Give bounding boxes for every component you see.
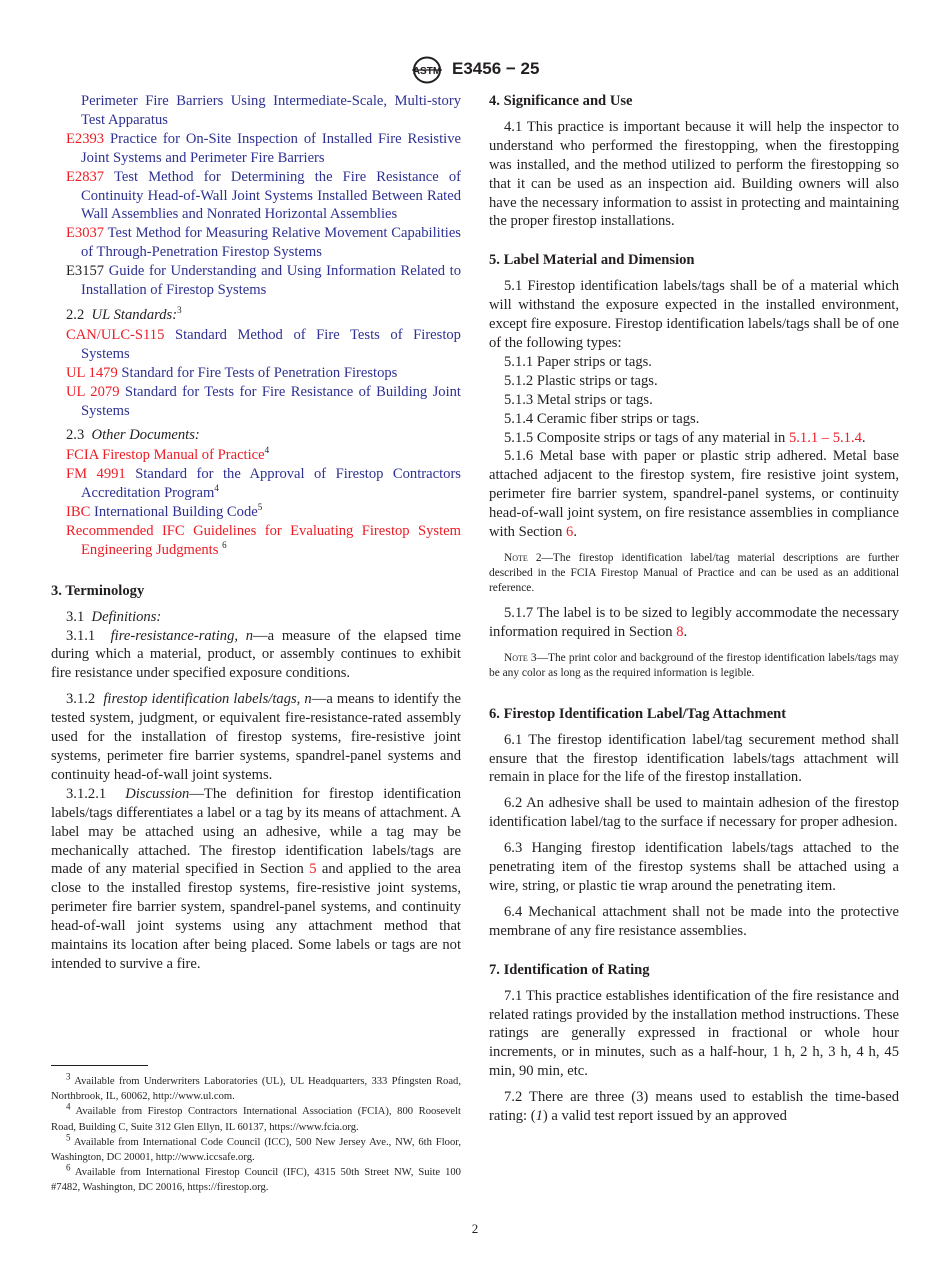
reference-link[interactable]: Standard for the Approval of Firestop Contractors Accreditation Program <box>81 466 461 502</box>
section-heading: 3. Terminology <box>51 582 145 599</box>
footnote-ref[interactable]: 4 <box>264 445 270 456</box>
note <box>489 551 899 596</box>
reference-link[interactable]: Standard for Fire Tests of Penetration Firestops <box>121 364 398 381</box>
list-item: 5.1.4 Ceramic fiber strips or tags. <box>504 410 700 427</box>
section-label: UL Standards: <box>91 306 178 323</box>
reference-item <box>51 383 461 421</box>
reference-link[interactable]: International Building Code <box>93 504 258 521</box>
section-number: 3.1.2 <box>66 691 96 708</box>
note-text: —The firestop identification label/tag material descriptions are further described in the FCIA Firestop Manual of Practice and can be used as an additional reference. <box>489 551 899 594</box>
paragraph-text: —The definition for firestop identification labels/tags differentiates a label or a tag by its means of attachment. A label may be attached using an adhesive, while a tag may be mechanically attached. The firestop identification labels/tags are made of any material specified in Section <box>51 785 461 878</box>
page-header <box>0 58 950 82</box>
reference-link[interactable]: Test Method for Determining the Fire Resistance of Continuity Head-of-Wall Joint Systems Installed Between Rated Wall Assemblies and Nonrated Horizontal Assemblies <box>81 168 461 223</box>
reference-code[interactable]: FM 4991 <box>66 466 126 483</box>
footnote <box>51 1101 461 1134</box>
reference-item <box>51 364 461 383</box>
footnotes <box>51 1071 461 1196</box>
standard-designation: E3456 − 25 <box>452 59 540 78</box>
section-number: 3.1.1 <box>66 627 96 644</box>
paragraph <box>51 690 461 785</box>
footnote-number: 4 <box>66 1101 71 1112</box>
definition-text: —a measure of the elapsed time during which a material, product, or assembly continues to exhibit fire resistance under specified exposure conditions. <box>51 627 461 682</box>
reference-code[interactable]: E2837 <box>66 168 105 185</box>
paragraph: 6.4 Mechanical attachment shall not be made into the protective membrane of any fire resistance assemblies. <box>489 903 899 939</box>
paragraph <box>51 627 461 684</box>
footnote-ref[interactable]: 5 <box>257 502 263 513</box>
reference-item <box>51 503 461 522</box>
reference-code: E3157 <box>66 263 105 280</box>
reference-code[interactable]: IBC <box>66 504 91 521</box>
defined-term: firestop identification labels/tags, n <box>103 691 312 708</box>
list-marker: 1 <box>535 1108 543 1125</box>
footnote <box>51 1132 461 1165</box>
section-label: Other Documents: <box>91 427 200 444</box>
reference-item <box>51 130 461 168</box>
note-text: —The print color and background of the firestop identification labels/tags may be any color as long as the required information is legible. <box>489 651 899 679</box>
reference-item <box>51 168 461 225</box>
reference-link[interactable]: Guide for Understanding and Using Information Related to Installation of Firestop Systems <box>81 263 461 299</box>
reference-link[interactable]: Standard for Tests for Fire Resistance of Building Joint Systems <box>81 383 461 419</box>
reference-item <box>51 326 461 364</box>
footnote-ref[interactable]: 4 <box>214 483 219 494</box>
section-label: Definitions: <box>91 608 162 625</box>
left-column <box>51 92 461 974</box>
reference-item <box>51 446 461 465</box>
footnote-text: Available from Underwriters Laboratories (UL), UL Headquarters, 333 Pfingsten Road, Northbrook, IL, 60062, http://www.ul.com. <box>51 1076 461 1103</box>
section-link[interactable]: 5.1.1 – 5.1.4 <box>788 429 862 446</box>
footnote-text: Available from Firestop Contractors International Association (FCIA), 800 Roosevelt Road, Building C, Suite 312 Glen Ellyn, IL 60137, https://www.fcia.org. <box>51 1106 461 1133</box>
footnote <box>51 1162 461 1195</box>
definition-text: —a means to identify the tested system, judgment, or equivalent fire-resistance-rated assembly used for the installation of firestop systems, fire-resistive joint systems, perimeter fire barrier systems, spandrel-panel systems and continuity head-of-wall joint systems. <box>51 691 462 783</box>
reference-link[interactable]: Test Method for Measuring Relative Movement Capabilities of Through-Penetration Firestop Systems <box>81 225 461 261</box>
section-heading: 6. Firestop Identification Label/Tag Attachment <box>489 705 787 722</box>
list-item: 5.1.3 Metal strips or tags. <box>504 391 653 408</box>
paragraph <box>489 1088 899 1126</box>
reference-link[interactable]: Practice for On-Site Inspection of Installed Fire Resistive Joint Systems and Perimeter Fire Barriers <box>81 130 461 166</box>
footnote <box>51 1071 461 1104</box>
paragraph <box>51 608 461 627</box>
reference-code[interactable]: UL 2079 <box>66 383 120 400</box>
paragraph-text: 5.1.5 Composite strips or tags of any material in <box>504 429 786 446</box>
footnote-number: 6 <box>66 1162 71 1173</box>
logo-text: ASTM <box>412 66 442 77</box>
footnote-text: Available from International Code Council (ICC), 500 New Jersey Ave., NW, 6th Floor, Washington, DC 20001, http://www.iccsafe.org. <box>51 1136 461 1164</box>
section-heading: 5. Label Material and Dimension <box>489 252 695 269</box>
right-column <box>489 92 899 1126</box>
note-label: Note 3 <box>504 651 537 664</box>
paragraph: 4.1 This practice is important because it will help the inspector to understand who performed the firestopping, when the firestopping was installed, and the method utilized to perform the firestopping so that it can be used as an inspection aid. Building owners will also have the necessary information to assist in protecting and maintaining the proper firestop installations. <box>489 118 899 230</box>
reference-link[interactable]: Perimeter Fire Barriers Using Intermediate-Scale, Multi-story Test Apparatus <box>81 93 461 128</box>
list-item: 5.1.1 Paper strips or tags. <box>504 353 652 370</box>
list-item <box>489 604 899 642</box>
note <box>489 651 899 681</box>
section-number: 3.1.2.1 <box>66 785 107 802</box>
reference-link[interactable]: Standard Method of Fire Tests of Firestop Systems <box>81 326 461 362</box>
section-number: 2.2 <box>66 306 85 323</box>
section-number: 3.1 <box>66 608 85 625</box>
paragraph-text: . <box>683 623 688 640</box>
footnote-divider <box>51 1065 148 1066</box>
paragraph: 5.1 Firestop identification labels/tags shall be of a material which will withstand the exposure expected in the installed environment, except fire exposure. Firestop identification labels/tags shall be of one of the following types: <box>489 278 899 351</box>
paragraph-text: 5.1.6 Metal base with paper or plastic strip adhered. Metal base attached adjacent to the firestop system, fire resistive joint system, perimeter fire barrier system, spandrel-panel systems, or continuity head-of-wall joint system, on fire resistance assemblies in compliance with Section <box>489 448 899 541</box>
reference-item <box>51 522 461 560</box>
footnote-number: 5 <box>66 1132 71 1143</box>
list-item: 5.1.2 Plastic strips or tags. <box>504 372 658 389</box>
paragraph: 6.3 Hanging firestop identification labels/tags attached to the penetrating item of the firestop systems shall be attached using a wire, string, or plastic tie wrap around the penetrating item. <box>489 840 899 894</box>
paragraph-text: ) a valid test report issued by an approved <box>542 1108 787 1125</box>
defined-term: Discussion <box>125 785 190 802</box>
reference-code[interactable]: Recommended IFC Guidelines for Evaluating Firestop System Engineering Judgments <box>66 522 461 558</box>
paragraph-text: 7.2 There are three (3) means used to establish the time-based rating: ( <box>489 1089 899 1125</box>
paragraph: 7.1 This practice establishes identification of the fire resistance and related ratings provided by the installation method instructions. These ratings are generally expressed in fractional or whole hour increments, or in minutes, such as a half-hour, 1 h, 2 h, 3 h, 4 h, 45 min, 90 min, etc. <box>489 987 899 1080</box>
footnote-text: Available from International Firestop Council (IFC), 4315 50th Street NW, Suite 100 #7482, Washington, DC 20016, https://firestop.org. <box>51 1167 461 1194</box>
reference-code[interactable]: E2393 <box>66 130 105 147</box>
paragraph: 6.2 An adhesive shall be used to maintain adhesion of the firestop identification label/tag to the surface if necessary for proper adhesion. <box>489 795 899 831</box>
reference-item <box>51 262 461 300</box>
list-item <box>489 429 899 448</box>
paragraph-text: 5.1.7 The label is to be sized to legibly accommodate the necessary information required in Section <box>489 604 899 640</box>
paragraph-text: . <box>861 429 866 446</box>
footnote-ref[interactable]: 3 <box>177 305 182 316</box>
reference-item <box>51 224 461 262</box>
reference-code[interactable]: FCIA Firestop Manual of Practice <box>66 447 265 464</box>
subsection-2-2 <box>66 306 461 325</box>
section-heading: 7. Identification of Rating <box>489 961 650 978</box>
paragraph-text: and applied to the area close to the installed firestop systems, fire-resistive joint systems, perimeter fire barrier system, spandrel-panel systems, and continuity head-of-wall joint systems using any attachment method that maintains its location after being placed. Some labels or tags are not intended to survive a fire. <box>51 861 461 972</box>
section-link[interactable]: 8 <box>676 623 684 640</box>
reference-code[interactable]: E3037 <box>66 225 105 242</box>
footnote-ref[interactable]: 6 <box>222 539 227 550</box>
section-number: 2.3 <box>66 427 85 444</box>
paragraph <box>51 785 461 974</box>
section-link[interactable]: 6 <box>566 524 574 541</box>
footnote-number: 3 <box>66 1071 71 1082</box>
list-item <box>489 447 899 542</box>
section-heading: 4. Significance and Use <box>489 93 633 109</box>
reference-item <box>51 465 461 503</box>
defined-term: fire-resistance-rating, n <box>110 627 254 644</box>
reference-code[interactable]: UL 1479 <box>66 364 118 381</box>
reference-item <box>51 92 461 130</box>
subsection-2-3 <box>66 426 461 445</box>
note-label: Note 2 <box>504 551 542 564</box>
reference-code[interactable]: CAN/ULC-S115 <box>66 326 165 343</box>
paragraph: 6.1 The firestop identification label/tag securement method shall ensure that the firestop identification labels/tags attachment will remain in place for the life of the firestop installation. <box>489 731 899 786</box>
section-link[interactable]: 5 <box>309 861 317 878</box>
astm-logo-icon <box>410 56 444 84</box>
page-number: 2 <box>471 1221 479 1236</box>
paragraph-text: . <box>573 524 577 541</box>
